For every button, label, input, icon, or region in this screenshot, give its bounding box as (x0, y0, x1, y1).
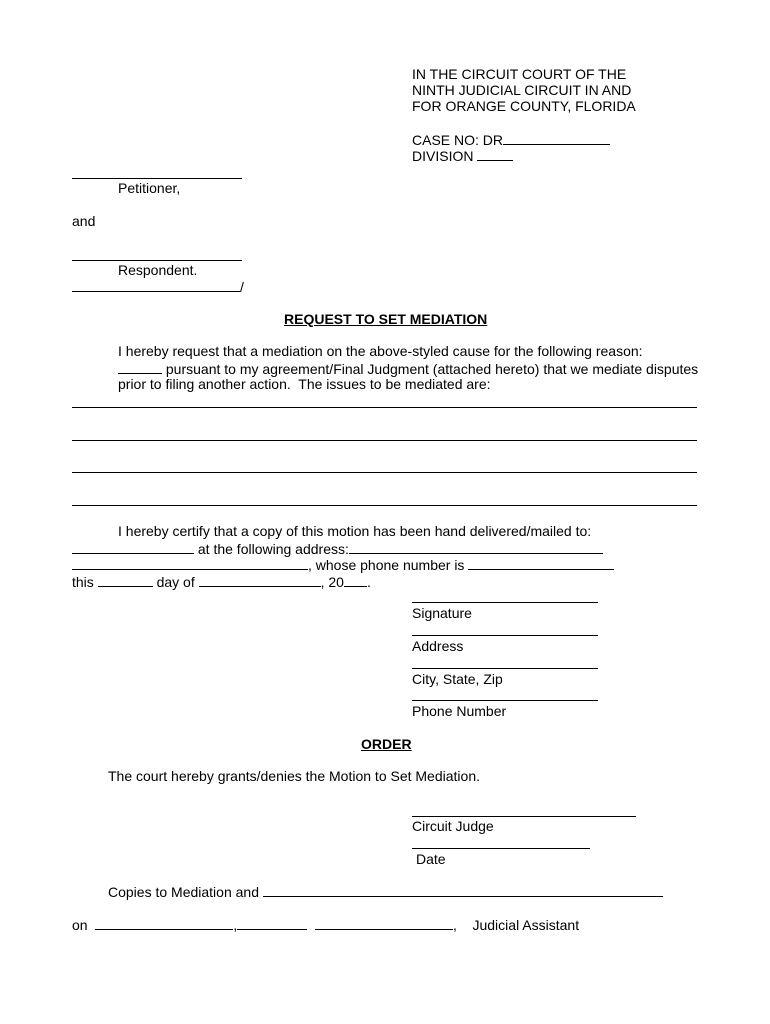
on-comma-2: , (453, 917, 457, 933)
date-line[interactable] (412, 848, 590, 849)
order-title: ORDER (361, 736, 412, 752)
division-label: DIVISION (412, 148, 474, 164)
recipient-address-blank[interactable] (349, 540, 603, 554)
case-number-blank[interactable] (503, 131, 610, 145)
city-state-zip-label: City, State, Zip (412, 671, 503, 687)
court-header-line-2: NINTH JUDICIAL CIRCUIT IN AND (412, 82, 632, 98)
request-line-2: pursuant to my agreement/Final Judgment (attached hereto) that we mediate disputes (165, 361, 699, 377)
case-number-label: CASE NO: DR (412, 132, 504, 148)
on-date-blank[interactable] (95, 916, 233, 930)
signature-line[interactable] (412, 602, 598, 603)
copies-row (108, 883, 663, 901)
certificate-line-4 (72, 573, 371, 591)
city-state-zip-line[interactable] (412, 668, 598, 669)
day-of-label: day of (156, 574, 195, 590)
petitioner-label: Petitioner, (118, 180, 181, 196)
and-label: and (72, 213, 96, 229)
on-comma: , (233, 917, 238, 933)
phone-number-label: Phone Number (412, 703, 507, 719)
respondent-name-line[interactable] (72, 260, 242, 261)
respondent-label: Respondent. (118, 262, 198, 278)
caption-end-row (72, 278, 244, 296)
assistant-name-blank[interactable] (315, 916, 453, 930)
year-blank[interactable] (344, 573, 367, 587)
order-text: The court hereby grants/denies the Motion to Set Mediation. (108, 768, 480, 784)
division-blank[interactable] (477, 147, 513, 161)
request-line-1: I hereby request that a mediation on the above-styled cause for the following reason: (118, 343, 643, 359)
issues-line-1[interactable] (72, 407, 697, 408)
court-header-line-3: FOR ORANGE COUNTY, FLORIDA (412, 98, 636, 114)
copies-to-label: Copies to Mediation and (108, 884, 259, 900)
whose-phone-label: , whose phone number is (308, 557, 465, 573)
this-label: this (72, 574, 94, 590)
copies-to-blank[interactable] (263, 883, 663, 897)
address-line[interactable] (412, 635, 598, 636)
petitioner-name-line[interactable] (72, 178, 242, 179)
circuit-judge-label: Circuit Judge (412, 818, 494, 834)
recipient-phone-blank[interactable] (468, 556, 614, 570)
certificate-line-3 (72, 556, 614, 574)
division-row (412, 147, 513, 165)
issues-line-2[interactable] (72, 440, 697, 441)
recipient-address-blank-2[interactable] (72, 556, 308, 570)
month-blank[interactable] (199, 573, 321, 587)
caption-slash: / (240, 279, 244, 295)
signature-label: Signature (412, 605, 472, 621)
circuit-judge-line[interactable] (412, 816, 636, 817)
certificate-period: . (366, 574, 371, 590)
at-address-label: at the following address: (197, 541, 349, 557)
caption-end-line (72, 278, 240, 292)
date-label: Date (416, 851, 446, 867)
recipient-name-blank[interactable] (72, 540, 194, 554)
request-title: REQUEST TO SET MEDIATION (284, 311, 488, 327)
court-header-line-1: IN THE CIRCUIT COURT OF THE (412, 66, 627, 82)
phone-number-line[interactable] (412, 700, 598, 701)
on-label: on (72, 917, 88, 933)
address-label: Address (412, 638, 464, 654)
year-prefix-label: , 20 (320, 574, 344, 590)
request-line-3: prior to filing another action. The issues to be mediated are: (118, 376, 491, 392)
issues-line-4[interactable] (72, 505, 697, 506)
reason-checkbox-blank[interactable] (118, 360, 162, 374)
issues-line-3[interactable] (72, 472, 697, 473)
certificate-line-1: I hereby certify that a copy of this motion has been hand delivered/mailed to: (118, 523, 592, 539)
on-row (72, 916, 579, 934)
on-year-blank[interactable] (237, 916, 307, 930)
judicial-assistant-label: Judicial Assistant (472, 917, 580, 933)
day-blank[interactable] (98, 573, 153, 587)
